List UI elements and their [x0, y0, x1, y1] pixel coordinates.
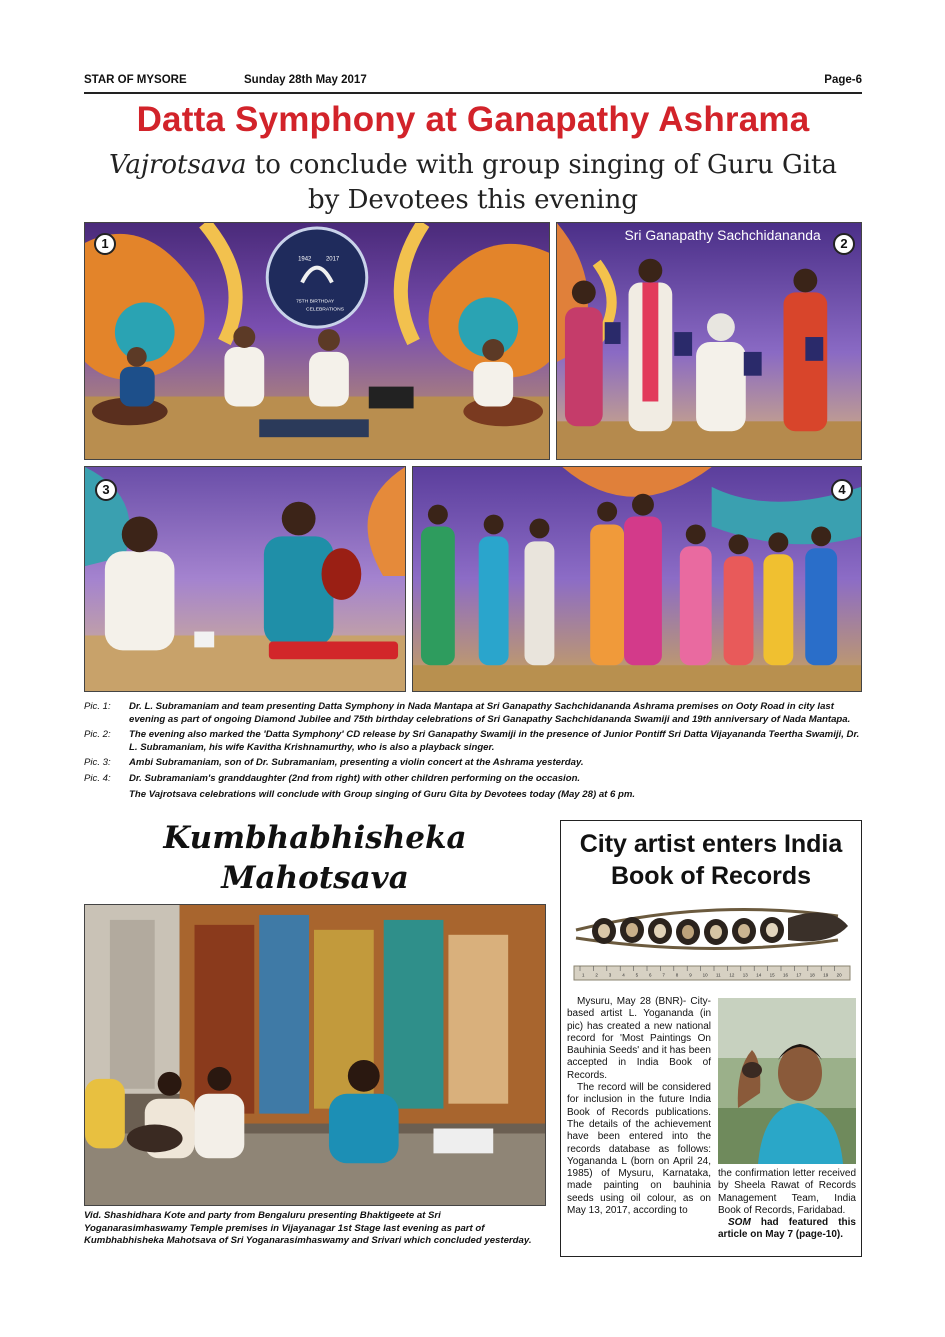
kumbh-photo — [84, 904, 546, 1206]
kumbh-caption: Vid. Shashidhara Kote and party from Bengaluru presenting Bhaktigeete at Sri Yoganarasimhaswamy Temple premises in Vijayanagar 1st Stage last evening as part of Kumbhabhisheka Mahotsava of Sri Yoganarasimhaswamy and Srivari which concluded yesterday. — [84, 1210, 532, 1246]
ruler-number: 20 — [836, 972, 842, 978]
subhead-line2: by Devotees this evening — [307, 185, 639, 215]
ruler-number: 10 — [702, 972, 708, 978]
photo-4 — [412, 466, 862, 692]
caption-text: The evening also marked the 'Datta Symphony' CD release by Sri Ganapathy Swamiji in the presence of Junior Pontiff Sri Datta Vijayananda Teertha Swamiji, Dr. L. Subramaniam, his wife Kavitha Krishnamurthy, who is also a playback singer. — [129, 729, 860, 753]
caption-label: Pic. 4: — [84, 772, 111, 784]
seed-paintings-image — [568, 896, 856, 988]
artist-portrait — [718, 998, 856, 1164]
photo-3-number-badge: 3 — [95, 479, 117, 501]
ruler-number: 17 — [796, 972, 802, 978]
artist-headline-line2: Book of Records — [610, 862, 812, 890]
ruler-number: 8 — [675, 972, 679, 978]
caption-text: Dr. L. Subramaniam and team presenting Datta Symphony in Nada Mantapa at Sri Ganapathy Sachchidananda Ashrama premises on Ooty Road in city last evening as part of ongoing Diamond Jubilee and 75th birthday celebrations of Sri Ganapathy Sachchidananda Swamiji and 19th anniversary of Nada Mantapa. — [129, 701, 851, 725]
photo-3 — [84, 466, 406, 692]
artist-note — [718, 1217, 856, 1242]
ruler-number: 5 — [635, 972, 639, 978]
caption-pic-2 — [84, 729, 862, 754]
caption-label: Pic. 2: — [84, 729, 111, 741]
caption-pic-3 — [84, 757, 862, 770]
ruler-number: 11 — [716, 972, 721, 978]
artist-note-rest: had featured this article on May 7 (page-10). — [718, 1217, 856, 1241]
ruler-number: 7 — [662, 972, 665, 978]
artist-story-body-col1 — [567, 996, 711, 1217]
ruler-number: 18 — [809, 972, 815, 978]
ruler-number: 16 — [783, 972, 789, 978]
caption-pic-4 — [84, 773, 862, 786]
caption-text: Dr. Subramaniam's granddaughter (2nd from right) with other children performing on the occasion. — [129, 772, 581, 784]
photo-3-image — [85, 467, 405, 691]
logo-year-start: 1942 — [298, 256, 312, 263]
ruler-number: 6 — [649, 972, 652, 978]
artist-story-body-col2 — [718, 1168, 856, 1242]
caption-text: The Vajrotsava celebrations will conclude with Group singing of Guru Gita by Devotees today (May 28) at 6 pm. — [129, 788, 636, 800]
artist-para-3: the confirmation letter received by Sheela Rawat of Records Management Team, India Book of Records, Faridabad. — [718, 1168, 856, 1216]
photo-4-number-badge: 4 — [831, 479, 853, 501]
logo-line-2: CELEBRATIONS — [306, 307, 345, 313]
ruler-number: 14 — [756, 972, 762, 978]
artist-headline — [560, 828, 862, 892]
ruler-number: 12 — [729, 972, 735, 978]
photo-1 — [84, 222, 550, 460]
photo-2-banner: Sri Ganapathy Sachchidananda — [624, 226, 821, 243]
ruler-number: 9 — [689, 972, 692, 978]
photo-captions — [84, 701, 862, 804]
caption-conclusion — [84, 789, 862, 802]
caption-text: Ambi Subramaniam, son of Dr. Subramaniam, presenting a violin concert at the Ashrama yesterday. — [129, 757, 584, 769]
kumbh-photo-image — [85, 905, 545, 1205]
lead-headline: Datta Symphony at Ganapathy Ashrama — [136, 100, 810, 139]
subhead-line1: to conclude with group singing of Guru Gita — [246, 150, 837, 180]
ruler-number: 13 — [742, 972, 748, 978]
kumbh-headline-line1: Kumbhabhisheka Mahotsava — [163, 820, 467, 896]
artist-para-1: Mysuru, May 28 (BNR)- City-based artist L. Yogananda (in pic) has created a new national record for 'Most Paintings On Bauhinia Seeds' and it has been accepted in India Book of Records. — [567, 996, 711, 1081]
ruler-number: 19 — [823, 972, 829, 978]
photo-2-image — [557, 223, 861, 459]
page-number: Page-6 — [824, 74, 862, 86]
caption-label: Pic. 1: — [84, 701, 111, 712]
subhead-italic: Vajrotsava — [109, 150, 247, 180]
artist-para-2: The record will be considered for inclusion in the future India Book of Records publications. The details of the achievement have been entered into the records database as follows: Yogananda L (born on April 24, 1985) of Mysuru, Karnataka, made painting on bauhinia seeds using oil colour, as on May 13, 2017, according to — [567, 1082, 711, 1217]
lead-subhead — [84, 148, 862, 218]
photo-2 — [556, 222, 862, 460]
ruler-number: 3 — [608, 972, 612, 978]
photo-2-number-badge: 2 — [833, 233, 855, 255]
photo-1-image — [85, 223, 549, 459]
artist-portrait-image — [718, 998, 856, 1164]
masthead-rule — [84, 92, 862, 94]
masthead — [84, 74, 862, 92]
issue-date: Sunday 28th May 2017 — [244, 74, 367, 86]
photo-4-image — [413, 467, 861, 691]
logo-year-end: 2017 — [325, 256, 340, 263]
caption-pic-1 — [84, 701, 862, 726]
ruler-number: 15 — [769, 972, 775, 978]
artist-headline-line1: City artist enters India — [579, 830, 843, 858]
paper-name: STAR OF MYSORE — [84, 74, 187, 86]
ruler-number: 1 — [582, 972, 585, 978]
photo-1-number-badge: 1 — [94, 233, 116, 255]
artist-note-som: SOM — [728, 1217, 751, 1229]
ruler-number: 4 — [622, 972, 625, 978]
seed-paintings-photo — [568, 896, 856, 988]
caption-label — [84, 789, 129, 802]
caption-label: Pic. 3: — [84, 757, 111, 769]
logo-line-1: 75TH BIRTHDAY — [296, 299, 335, 305]
ruler-number: 2 — [595, 972, 598, 978]
